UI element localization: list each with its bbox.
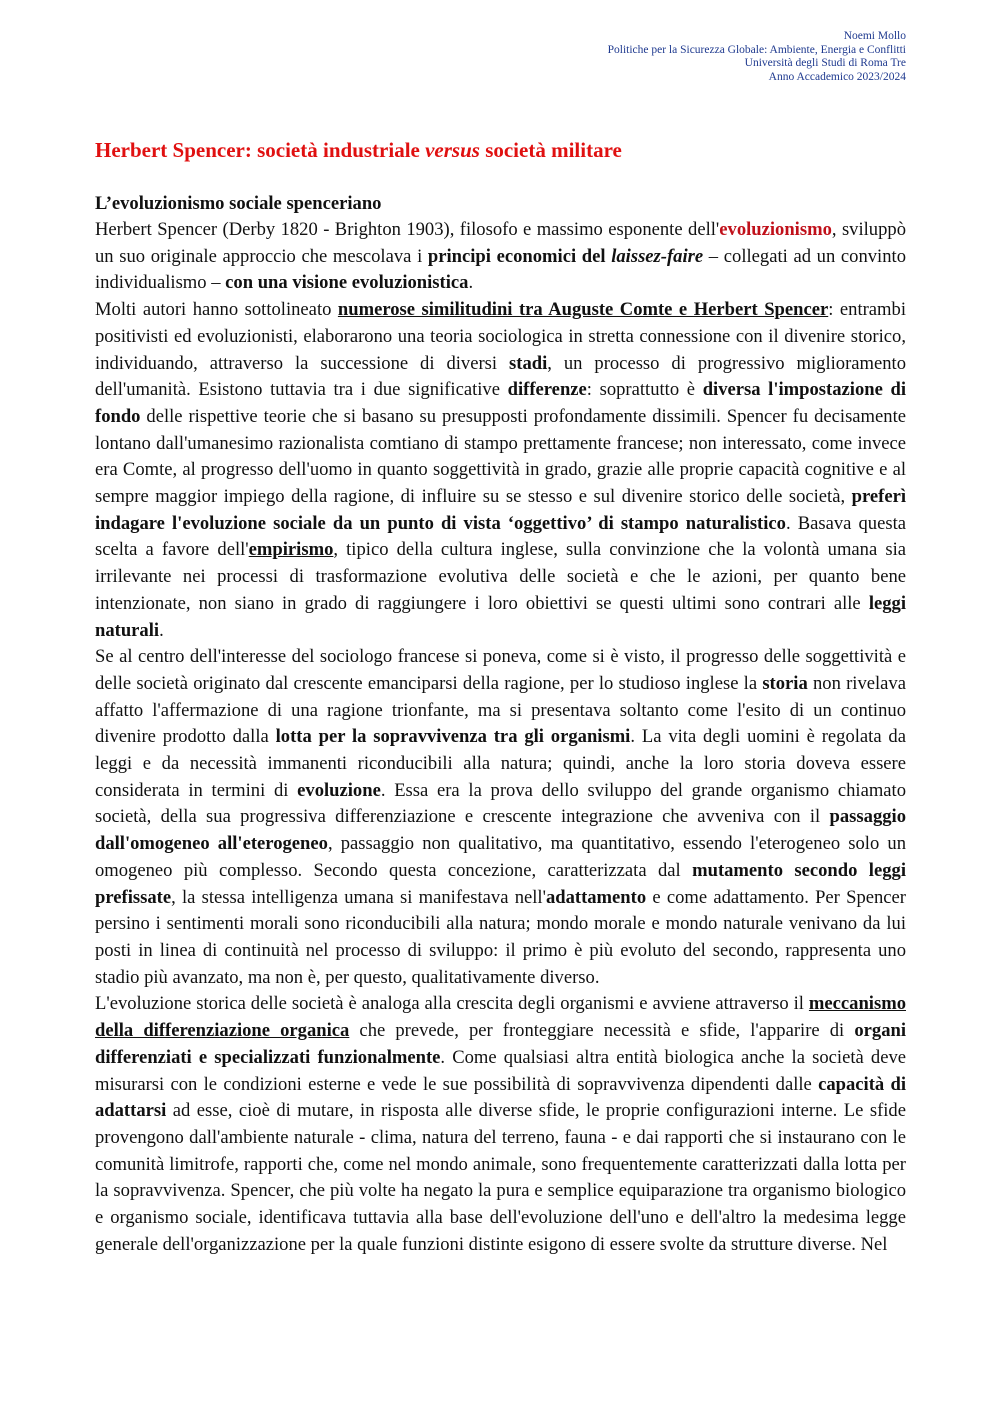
p1-bold-evoluzionismo: evoluzionismo <box>719 219 832 240</box>
p4-text: . Come qualsiasi altra entità biologica anche la società deve misurarsi con le condizioni esterne e vede le sue possibilità di sopravvivenza dipendenti dalle <box>95 1046 906 1095</box>
p2-bold-preferi: preferì indagare l'evoluzione sociale da un punto di vista ‘oggettivo’ di stampo naturalistico <box>95 486 906 534</box>
p3-text: , passaggio non qualitativo, ma quantitativo, essendo l'eterogeneo solo un omogeneo più complesso. Secondo questa concezione, caratterizzata dal <box>95 833 907 881</box>
p4-bold-organi: organi differenziati e specializzati funzionalmente <box>95 1020 906 1068</box>
p2-bold-differenze: differenze <box>507 379 587 401</box>
p4-text: ad esse, cioè di mutare, in risposta alle diverse sfide, le proprie configurazioni interne. Le sfide provengono dall'ambiente naturale - clima, natura del terreno, fauna - e dai rapporti che si instaurano con le comunità limitrofe, rapporti che, come nel mondo animale, sono frequentemente caratterizzati dalla lotta per la sopravvivenza. Spencer, che più volte ha negato la pura e semplice equiparazione tra organismo biologico e organismo sociale, identificava tuttavia alla base dell'evoluzione dell'uno e dell'altro la medesima legge generale dell'organizzazione per la quale funzioni distinte esigono di essere svolte da strutture diverse. Nel <box>95 1100 906 1255</box>
p1-bold-visione: con una visione evoluzionistica <box>225 272 469 294</box>
p3-text: . La vita degli uomini è regolata da leggi e da necessità immanenti riconducibili alla natura; quindi, anche la loro storia doveva essere considerata in termini di <box>95 726 906 801</box>
paragraph-1 <box>95 217 906 297</box>
author-name: Noemi Mollo <box>843 30 906 42</box>
p3-bold-lotta: lotta per la sopravvivenza tra gli organismi <box>275 726 631 748</box>
p2-bold-leggi-naturali: leggi naturali <box>95 592 906 641</box>
p3-bold-mutamento: mutamento secondo leggi prefissate <box>95 859 906 908</box>
p3-text: , la stessa intelligenza umana si manifestava nell' <box>171 886 546 908</box>
p2-text: , un processo di progressivo miglioramento dell'umanità. Esistono tuttavia tra i due significative <box>95 352 906 401</box>
p2-text: delle rispettive teorie che si basano su presupposti profondamente dissimili. Spencer fu decisamente lontano dall'umanesimo razionalista comtiano di stampo prettamente francese; non interessato, come invece era Comte, al progresso dell'uomo in quanto soggettività in grado, grazie alle proprie capacità cognitive e al sempre maggior impiego della ragione, di influire su se stesso e sul divenire storico delle società, <box>95 405 906 508</box>
university-name: Università degli Studi di Roma Tre <box>744 57 906 70</box>
p4-bold-capacita: capacità di adattarsi <box>95 1073 906 1122</box>
p3-bold-storia: storia <box>762 672 808 694</box>
p3-bold-evoluzione: evoluzione <box>297 779 381 801</box>
p2-bold-underlined-empirismo: empirismo <box>248 539 334 561</box>
document-header <box>608 30 906 84</box>
course-name: Politiche per la Sicurezza Globale: Ambiente, Energia e Conflitti <box>607 43 906 56</box>
p2-text: , tipico della cultura inglese, sulla convinzione che la volontà umana sia irrilevante nei processi di trasformazione evolutiva delle società e che le azioni, per quanto bene intenzionate, non siano in grado di raggiungere i loro obiettivi se questi ultimi sono contrari alle <box>95 539 906 614</box>
document-title <box>95 138 622 163</box>
title-part-3: società militare <box>479 138 622 162</box>
p1-bold-principi: principi economici del <box>427 245 612 267</box>
p3-bold-adattamento: adattamento <box>545 886 647 908</box>
section-heading: L’evoluzionismo sociale spenceriano <box>95 193 382 214</box>
p3-text: Se al centro dell'interesse del sociologo francese si poneva, come si è visto, il progresso delle soggettività e delle società originato dal crescente emanciparsi della ragione, per lo studioso inglese la <box>95 646 906 694</box>
p1-text: – collegati ad un convinto individualismo – <box>95 245 906 294</box>
academic-year: Anno Accademico 2023/2024 <box>768 70 906 83</box>
p2-bold-underlined-similitudini: numerose similitudini tra Auguste Comte e Herbert Spencer <box>337 299 829 321</box>
p1-text: . <box>468 272 474 294</box>
p1-text: Herbert Spencer (Derby 1820 - Brighton 1903), filosofo e massimo esponente dell' <box>95 219 720 240</box>
paragraph-3 <box>95 644 906 991</box>
p2-text: : entrambi positivisti ed evoluzionisti, elaborarono una teoria sociologica in stretta connessione con il divenire storico, individuando, attraverso la successione di diversi <box>95 299 906 374</box>
p2-text: : soprattutto è <box>586 379 703 401</box>
p2-text: Molti autori hanno sottolineato <box>95 299 338 321</box>
p2-bold-stadi: stadi <box>509 352 548 374</box>
p1-text: , sviluppò un suo originale approccio che mescolava i <box>95 219 906 267</box>
p3-text: non rivelava affatto l'affermazione di una ragione trionfante, ma si presentava soltanto come l'esito di un continuo divenire prodotto dalla <box>95 672 906 748</box>
paragraph-4 <box>95 991 906 1258</box>
p2-bold-impostazione: diversa l'impostazione di fondo <box>95 379 906 427</box>
paragraph-2 <box>95 297 906 644</box>
title-part-1: Herbert Spencer: società industriale <box>95 138 426 162</box>
p2-text: . Basava questa scelta a favore dell' <box>95 512 906 561</box>
title-part-2: versus <box>425 138 480 162</box>
p4-bold-underlined-meccanismo: meccanismo della differenziazione organica <box>95 993 906 1042</box>
p3-bold-passaggio: passaggio dall'omogeneo all'eterogeneo <box>95 806 906 855</box>
p2-text: . <box>159 619 164 641</box>
p3-text: . Essa era la prova dello sviluppo del grande organismo chiamato società, della sua progressiva differenziazione e crescente integrazione che avveniva con il <box>95 779 906 828</box>
body-text <box>95 217 906 1258</box>
p4-text: che prevede, per fronteggiare necessità e sfide, l'apparire di <box>349 1020 855 1042</box>
p4-text: L'evoluzione storica delle società è analoga alla crescita degli organismi e avviene attraverso il <box>95 993 809 1015</box>
p3-text: e come adattamento. Per Spencer persino i sentimenti morali sono riconducibili alla natura; mondo morale e mondo naturale venivano da lui posti in linea di continuità nel processo di sviluppo: il primo è più evoluto del secondo, rappresenta uno stadio più avanzato, ma non è, per questo, qualitativamente diverso. <box>95 886 906 988</box>
p1-bold-italic-laissez-faire: laissez-faire <box>611 245 704 267</box>
